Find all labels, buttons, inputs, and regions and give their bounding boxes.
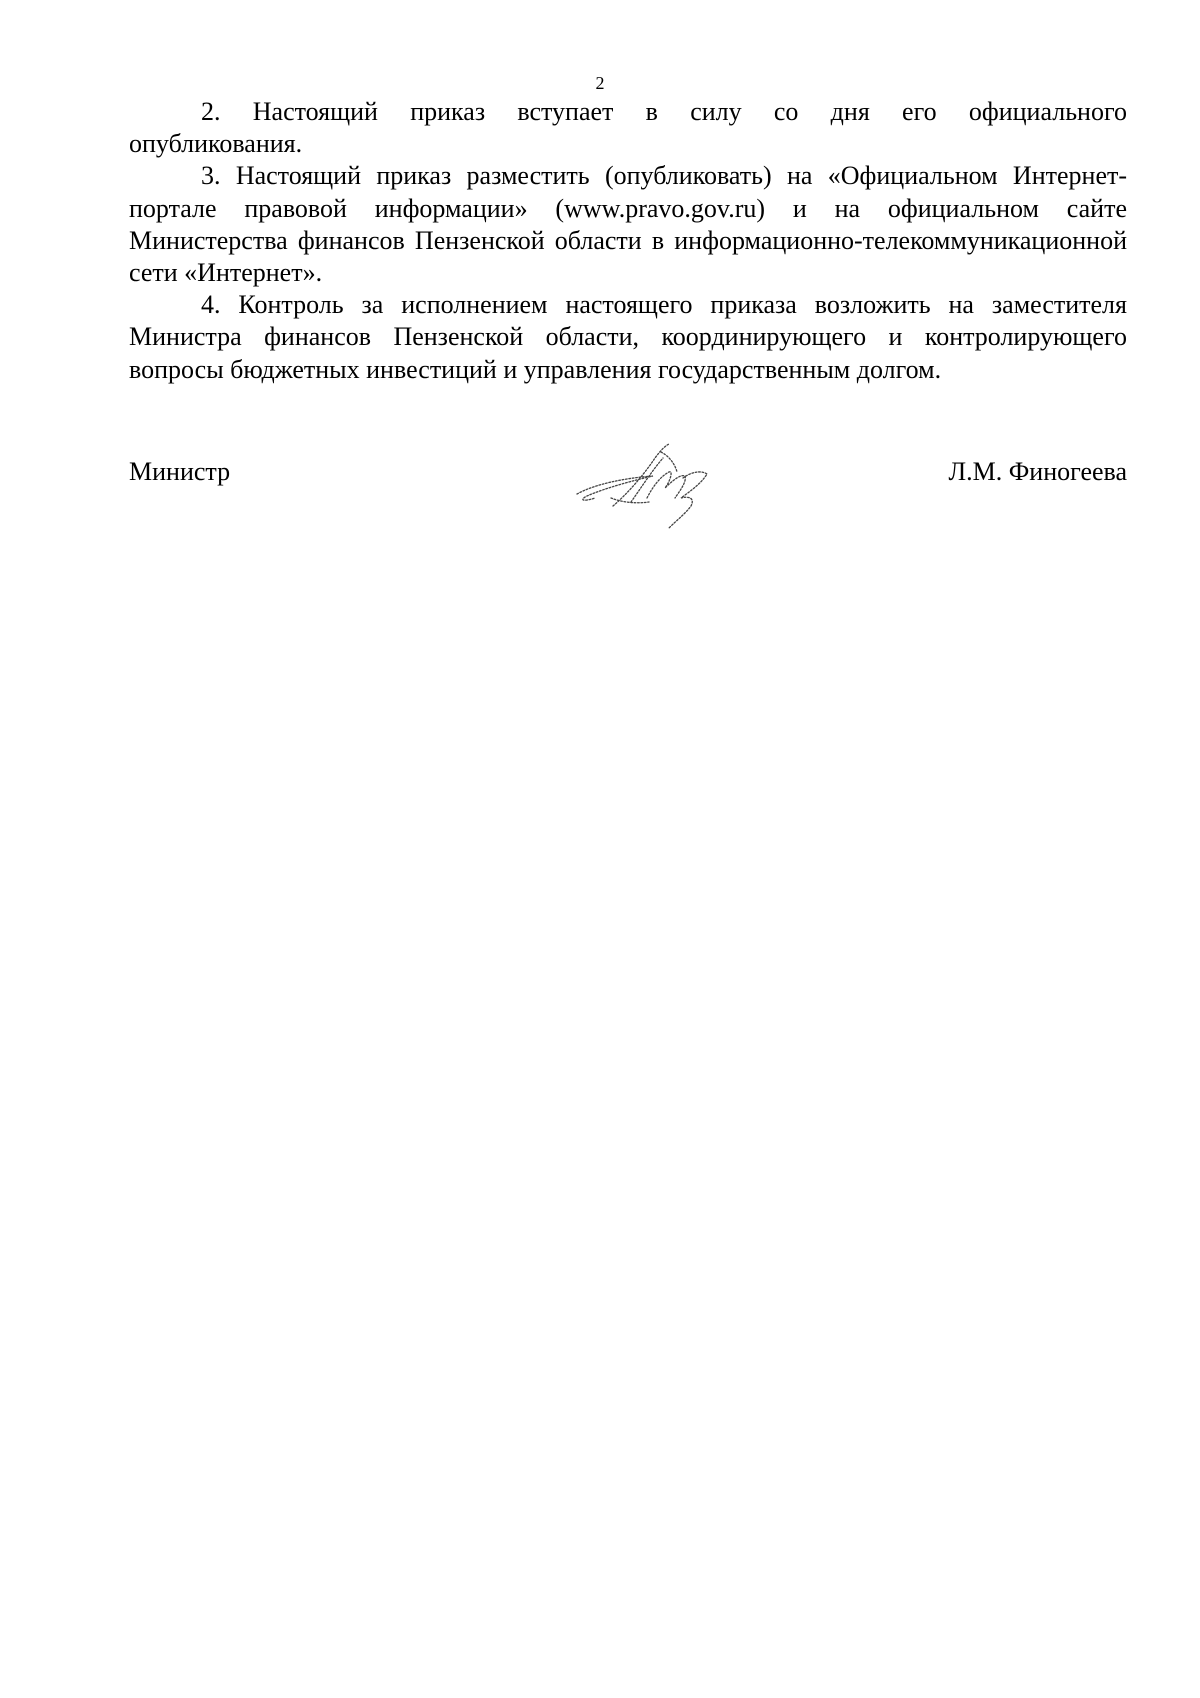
order-clause-3: 3. Настоящий приказ разместить (опубликовать) на «Официальном Интернет-портале правовой информации» (www.pravo.gov.ru) и на официальном сайте Министерства финансов Пензенской области в информационно-телекоммуникационной сети «Интернет». xyxy=(129,161,1127,288)
order-clause-2: 2. Настоящий приказ вступает в силу со дня его официального опубликования. xyxy=(129,97,1127,159)
signature-block xyxy=(129,448,1127,528)
signatory-name: Л.М. Финогеева xyxy=(948,457,1127,486)
page-number: 2 xyxy=(595,73,605,93)
handwritten-signature xyxy=(565,436,735,536)
signatory-position: Министр xyxy=(129,457,231,486)
order-text xyxy=(129,96,1127,386)
order-clause-4: 4. Контроль за исполнением настоящего приказа возложить на заместителя Министра финансов Пензенской области, координирующего и контролирующего вопросы бюджетных инвестиций и управления государственным долгом. xyxy=(129,290,1127,384)
